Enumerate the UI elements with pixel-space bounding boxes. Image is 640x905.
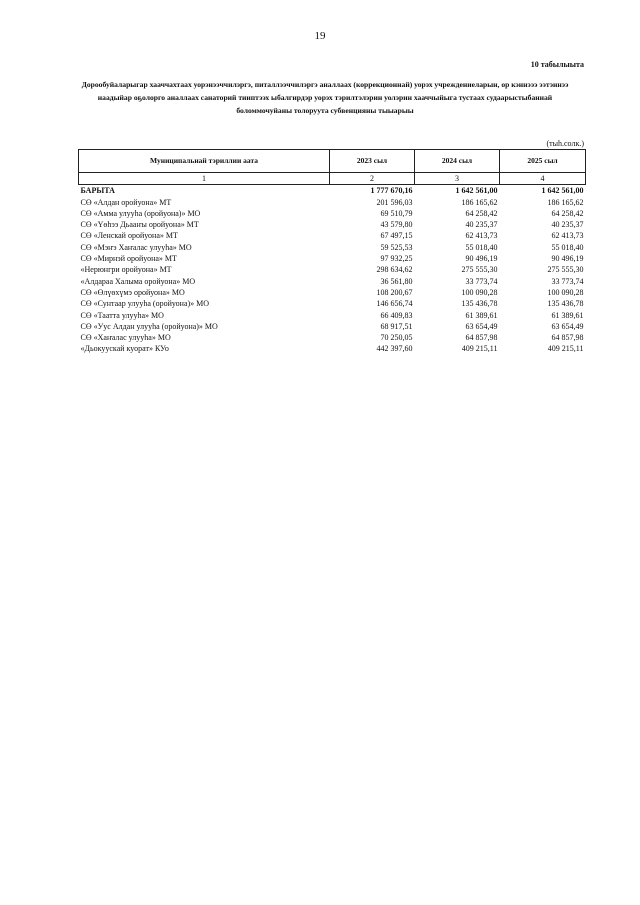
column-number: 1 [79,173,330,185]
value-2025-cell: 64 258,42 [551,208,584,218]
table-row [79,343,586,354]
table-row [79,298,586,309]
value-2024-cell: 63 654,49 [465,321,498,331]
table-row [79,208,586,219]
value-2024-cell: 55 018,40 [465,242,498,252]
table-row [79,230,586,241]
value-2025-cell: 409 215,11 [547,344,584,354]
value-2023-cell: 68 917,51 [380,321,413,331]
value-2024-cell: 40 235,37 [465,220,498,230]
header-municipality: Муниципальнай тэриллии аата [79,150,330,173]
municipality-cell: СӨ «Таатта улууһа» МО [80,310,164,320]
value-2025-cell: 90 496,19 [551,254,584,264]
value-2023-cell: 70 250,05 [380,333,413,343]
value-2025-cell: 100 090,28 [547,287,584,297]
header-2025: 2025 сыл [500,150,586,173]
municipality-cell: СӨ «Ленскай оройуона» МТ [80,231,178,241]
value-2025-cell: 186 165,62 [547,197,584,207]
value-2024-cell: 64 258,42 [465,208,498,218]
value-2024-cell: 64 857,98 [465,333,498,343]
unit-label: (тыһ.солк.) [546,139,584,148]
value-2024-cell: 90 496,19 [465,254,498,264]
table-row [79,197,586,208]
value-2023-cell: 67 497,15 [380,231,413,241]
table-row [79,287,586,298]
value-2024-cell: 62 413,73 [465,231,498,241]
table-row [79,253,586,264]
value-2024-cell: 33 773,74 [465,276,498,286]
value-2023-cell: 442 397,60 [376,344,413,354]
value-2025-cell: 33 773,74 [551,276,584,286]
table-row [79,219,586,230]
table-row [79,276,586,287]
value-2025-cell: 275 555,30 [547,265,584,275]
table-row [79,332,586,343]
column-number: 2 [330,173,415,185]
municipality-cell: СӨ «Үөһээ Дьааҥы оройуона» МТ [80,220,199,230]
value-2023-cell: 298 634,62 [376,265,413,275]
municipality-cell: СӨ «Өлүөхүмэ оройуона» МО [80,287,185,297]
value-2024-cell: 100 090,28 [461,287,498,297]
municipality-cell: «Алдараа Халыма оройуона» МО [80,276,196,286]
value-2025-cell: 135 436,78 [547,299,584,309]
table-total-row [79,185,586,197]
value-2025-cell: 64 857,98 [551,333,584,343]
subvention-table [78,149,586,355]
value-2024-cell: 409 215,11 [461,344,498,354]
value-2023-cell: 1 777 670,16 [370,186,413,196]
municipality-cell: СӨ «Мэҥэ Хаҥалас улууһа» МО [80,242,192,252]
value-2023-cell: 69 510,79 [380,208,413,218]
municipality-cell: СӨ «Мирнэй оройуона» МТ [80,254,177,264]
municipality-cell: СӨ «Хаҥалас улууһа» МО [80,333,171,343]
table-header-row [79,150,586,173]
value-2024-cell: 186 165,62 [461,197,498,207]
table-row [79,310,586,321]
value-2023-cell: 97 932,25 [380,254,413,264]
value-2023-cell: 146 656,74 [376,299,413,309]
value-2025-cell: 61 389,61 [551,310,584,320]
value-2025-cell: 55 018,40 [551,242,584,252]
municipality-cell: СӨ «Сунтаар улууһа (оройуона)» МО [80,299,210,309]
value-2023-cell: 66 409,83 [380,310,413,320]
table-row [79,264,586,275]
table-row [79,321,586,332]
column-number: 4 [500,173,586,185]
municipality-cell: СӨ «Амма улууһа (оройуона)» МО [80,208,201,218]
column-number-row [79,173,586,185]
value-2023-cell: 59 525,53 [380,242,413,252]
municipality-cell: СӨ «Алдан оройуона» МТ [80,197,172,207]
value-2025-cell: 40 235,37 [551,220,584,230]
value-2024-cell: 275 555,30 [461,265,498,275]
value-2025-cell: 1 642 561,00 [541,186,584,196]
value-2023-cell: 43 579,80 [380,220,413,230]
municipality-cell: «Нерюнгри оройуона» МТ [80,265,172,275]
value-2024-cell: 135 436,78 [461,299,498,309]
page-number: 19 [314,30,326,42]
municipality-cell: БАРЫТА [80,186,115,196]
header-2024: 2024 сыл [415,150,500,173]
value-2024-cell: 1 642 561,00 [455,186,498,196]
value-2024-cell: 61 389,61 [465,310,498,320]
municipality-cell: «Дьокуускай куорат» КУо [80,344,169,354]
value-2025-cell: 63 654,49 [551,321,584,331]
appendix-label: 10 табылыыта [530,60,584,69]
value-2023-cell: 36 561,80 [380,276,413,286]
municipality-cell: СӨ «Уус Алдан улууһа (оройуона)» МО [80,321,218,331]
header-2023: 2023 сыл [330,150,415,173]
value-2023-cell: 108 200,67 [376,287,413,297]
value-2025-cell: 62 413,73 [551,231,584,241]
table-row [79,242,586,253]
column-number: 3 [415,173,500,185]
value-2023-cell: 201 596,03 [376,197,413,207]
document-title: Дорообуйаларыгар хааччахтаах уорэнээччилэргэ, питаллээччилэргэ аналлаах (коррекционнай) уорэх учреждениеларын, ор кэннэээ ээтэннээ наадыйар оҕолорго аналлаах санаторий тииптээх ыбалгирдэр уорэх тэрилтэлэрин уолэрин хааччыйыга тустаах судаарыстыбаннай боломмочуйаны толоруута субвенцияны тыыарыы [81,80,569,115]
